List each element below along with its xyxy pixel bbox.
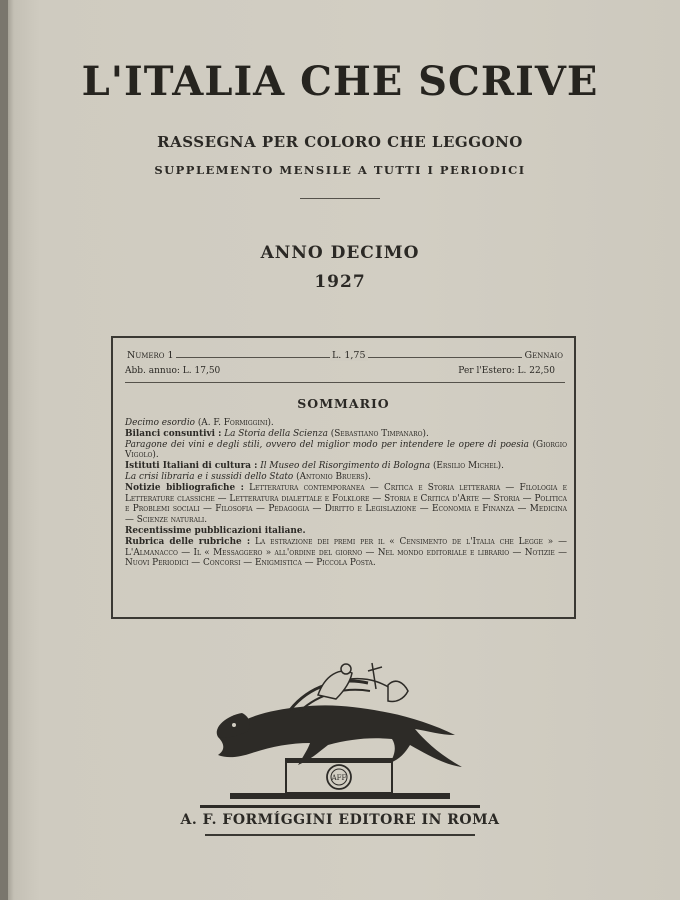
sommario-box — [111, 336, 576, 619]
entry-author: (A. F. Formiggini). — [197, 418, 274, 428]
entry-label: Recentissime pubblicazioni italiane. — [125, 525, 306, 536]
entry-text: Letteratura contemporanea — Critica e Storia letteraria — Filologia e Letterature classiche — Letteratura dialettale e Folklore — Storia e Critica d'Arte — Storia — Politica e Problemi sociali — Filosofia — Pedagogia — Diritto e Legislazione — Economia e Finanza — Medicina — Scienze naturali. — [125, 482, 567, 526]
entry-title: Paragone dei vini e degli stili, ovvero del miglior modo per intendere le opere di poesia — [125, 439, 529, 450]
chimera-emblem-icon — [200, 655, 480, 810]
entry-title: Decimo esordio — [125, 418, 196, 428]
subscription-annual: Abb. annuo: L. 17,50 — [125, 366, 221, 376]
divider — [300, 198, 380, 199]
subscription-abroad: Per l'Estero: L. 22,50 — [458, 366, 555, 376]
issue-price: L. 1,75 — [332, 350, 366, 361]
issue-number: Numero 1 — [127, 350, 174, 361]
entry-author: (Antonio Bruers). — [296, 471, 371, 482]
entry-author: (Giorgio Vigolo). — [125, 439, 567, 461]
sommario-entry — [125, 537, 567, 569]
entry-title: La crisi libraria e i sussidi dello Stato — [125, 471, 294, 482]
sommario-entry — [125, 418, 567, 429]
issue-row — [125, 350, 565, 366]
entry-title: Il Museo del Risorgimento di Bologna — [260, 461, 431, 472]
sommario-entry — [125, 461, 567, 472]
issue-month: Gennaio — [524, 350, 563, 361]
entry-author: (Ersilio Michel). — [432, 461, 504, 472]
emblem-monogram: AFF — [331, 774, 347, 782]
subscription-row — [125, 366, 565, 380]
sommario-entry — [125, 483, 567, 526]
sommario-entry — [125, 429, 567, 440]
publisher-name: A. F. FORMÍGGINI EDITORE IN ROMA — [180, 812, 500, 828]
entry-title: La Storia della Scienza — [224, 428, 328, 439]
entry-label: Istituti Italiani di cultura : — [125, 461, 258, 472]
sommario-entry — [125, 526, 567, 537]
sommario-entry — [125, 440, 567, 462]
box-divider — [125, 382, 565, 383]
entry-text: La estrazione dei premi per il « Censimento de l'Italia che Legge » — L'Almanacco — Il « Messaggero » all'ordine del giorno — Nel mondo editoriale e librario — Notizie — Nuovi Periodici — Concorsi — Enigmistica — Piccola Posta. — [125, 536, 567, 569]
masthead-subtitle: RASSEGNA PER COLORO CHE LEGGONO — [157, 133, 523, 151]
sommario-entry — [125, 472, 567, 483]
entry-label: Notizie bibliografiche : — [125, 482, 244, 493]
year-label: 1927 — [314, 272, 366, 292]
masthead-title: L'ITALIA CHE SCRIVE — [81, 58, 599, 105]
sommario-heading: SOMMARIO — [297, 396, 390, 411]
sommario-list — [125, 418, 567, 569]
masthead-supplement: SUPPLEMENTO MENSILE A TUTTI I PERIODICI — [154, 163, 526, 177]
anno-label: ANNO DECIMO — [260, 243, 420, 263]
entry-label: Bilanci consuntivi : — [125, 428, 222, 439]
entry-author: (Sebastiano Timpanaro). — [330, 428, 429, 439]
entry-label: Rubrica delle rubriche : — [125, 536, 251, 547]
publisher-rule — [205, 834, 475, 836]
